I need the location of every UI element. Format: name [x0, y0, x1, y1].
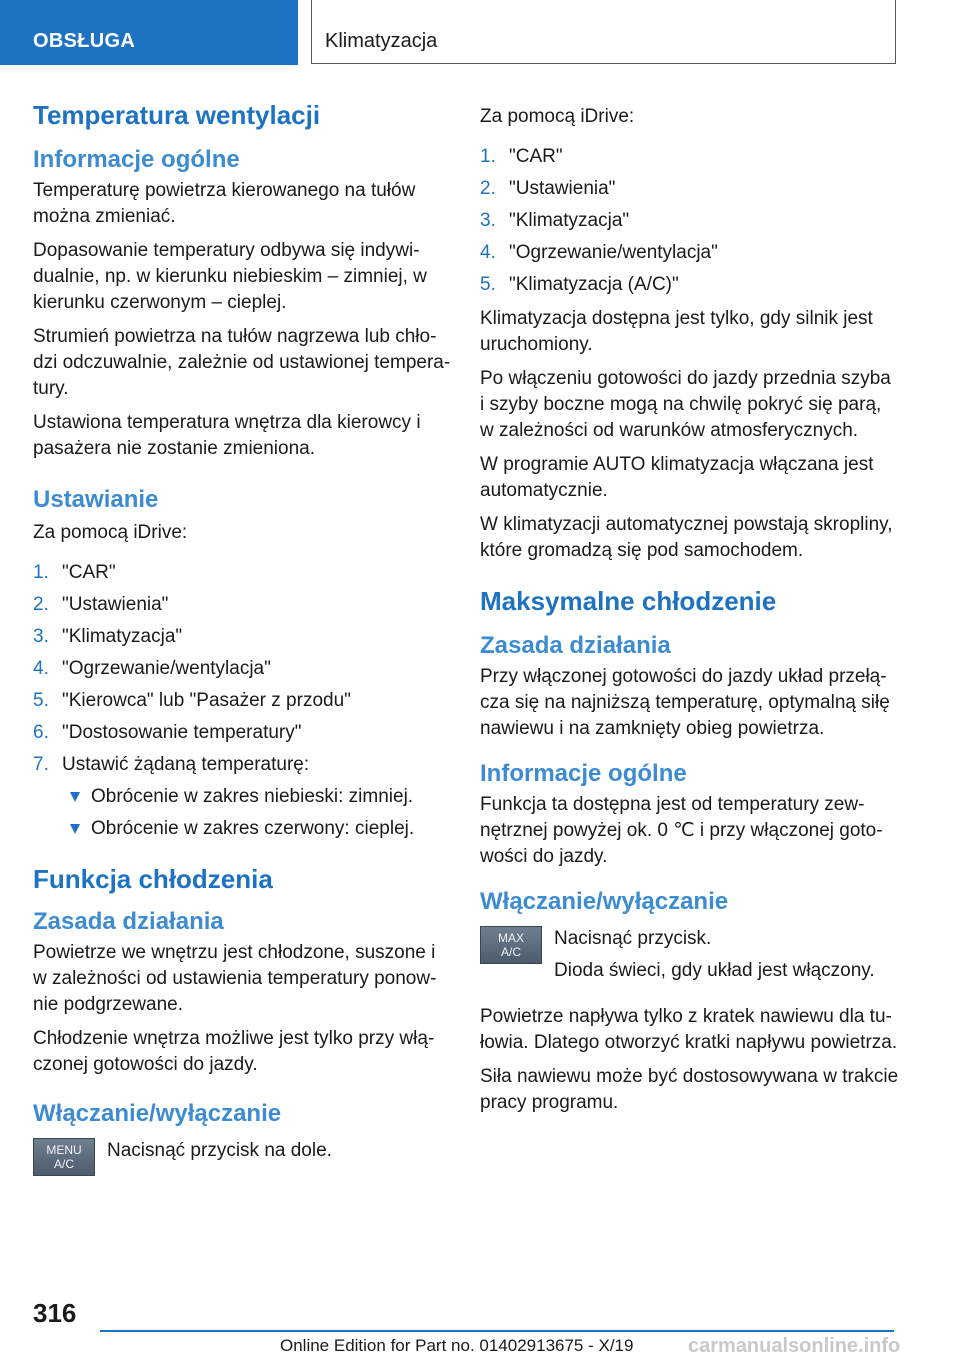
subheading-zasada-dzialania: Zasada działania	[33, 908, 224, 935]
list-item: 4. "Ogrzewanie/wentylacja"	[33, 658, 271, 679]
bullet-item: Obrócenie w zakres czerwony: cieplej.	[62, 816, 453, 842]
triangle-bullet-icon	[70, 792, 80, 802]
list-item: 2. "Ustawienia"	[480, 178, 616, 199]
paragraph: Powietrze napływa tylko z kratek nawiewu dla tułowia. Dlatego otworzyć kratki napływu powietrza.	[480, 1006, 898, 1053]
left-column	[33, 98, 453, 1186]
paragraph: W programie AUTO klimatyzacja włączana jest automatycznie.	[480, 454, 874, 501]
paragraph: Dopasowanie temperatury odbywa się indywidualnie, np. w kierunku niebieskim – zimniej, w kierunku czerwonym – cieplej.	[33, 240, 427, 313]
paragraph: Funkcja ta dostępna jest od temperatury zewnętrznej powyżej ok. 0 ℃ i przy włączonej gotowości do jazdy.	[480, 794, 883, 867]
footer-watermark: carmanualsonline.info	[688, 1335, 901, 1357]
steps-list	[33, 560, 453, 842]
paragraph: Ustawiona temperatura wnętrza dla kierowcy i pasażera nie zostanie zmieniona.	[33, 412, 421, 459]
paragraph: Strumień powietrza na tułów nagrzewa lub chłodzi odczuwalnie, zależnie od ustawionej temperatury.	[33, 326, 451, 399]
paragraph: Chłodzenie wnętrza możliwe jest tylko przy włączonej gotowości do jazdy.	[33, 1028, 435, 1075]
paragraph: Nacisnąć przycisk.	[554, 928, 712, 949]
bullet-item: Obrócenie w zakres niebieski: zimniej.	[62, 784, 453, 810]
subheading-informacje-ogolne: Informacje ogólne	[480, 760, 687, 787]
list-item: 3. "Klimatyzacja"	[480, 210, 630, 231]
paragraph: Nacisnąć przycisk na dole.	[107, 1140, 332, 1161]
subheading-wlaczanie-wylaczanie: Włączanie/wyłączanie	[33, 1100, 282, 1127]
header-chapter-box	[311, 0, 896, 64]
subheading-zasada-dzialania: Zasada działania	[480, 632, 671, 659]
list-item: 7. Ustawić żądaną temperaturę: Obrócenie w zakres niebieski: zimniej. Obrócenie w zakres czerwony: cieplej.	[33, 752, 453, 842]
footer-divider	[100, 1330, 894, 1332]
subheading-informacje-ogolne: Informacje ogólne	[33, 146, 240, 173]
list-item: 1. "CAR"	[33, 562, 116, 583]
menu-ac-instruction	[33, 1138, 453, 1176]
paragraph: Dioda świeci, gdy układ jest włączony.	[554, 960, 875, 981]
header-section-tab	[0, 0, 298, 65]
list-item: 4. "Ogrzewanie/wentylacja"	[480, 242, 718, 263]
subheading-ustawianie: Ustawianie	[33, 486, 159, 513]
heading-funkcja-chlodzenia: Funkcja chłodzenia	[33, 864, 273, 894]
list-item: 1. "CAR"	[480, 146, 563, 167]
paragraph: Za pomocą iDrive:	[480, 106, 635, 127]
subheading-wlaczanie-wylaczanie: Włączanie/wyłączanie	[480, 888, 729, 915]
list-item: 6. "Dostosowanie temperatury"	[33, 722, 302, 743]
list-item: 2. "Ustawienia"	[33, 594, 169, 615]
footer-edition: Online Edition for Part no. 01402913675 - X/19	[280, 1336, 634, 1355]
paragraph: Temperaturę powietrza kierowanego na tułów można zmieniać.	[33, 180, 416, 227]
list-item: 5. "Klimatyzacja (A/C)"	[480, 274, 679, 295]
list-item: 5. "Kierowca" lub "Pasażer z przodu"	[33, 690, 351, 711]
paragraph: Po włączeniu gotowości do jazdy przednia szyba i szyby boczne mogą na chwilę pokryć się parą, w zależności od warunków atmosferycznych.	[480, 368, 891, 441]
max-ac-button-icon: MAX A/C	[480, 926, 542, 964]
header-section-label: OBSŁUGA	[33, 30, 136, 52]
heading-maksymalne-chlodzenie: Maksymalne chłodzenie	[480, 586, 777, 616]
heading-temperatura-wentylacji: Temperatura wentylacji	[33, 100, 321, 130]
paragraph: Siła nawiewu może być dostosowywana w trakcie pracy programu.	[480, 1066, 899, 1113]
paragraph: Klimatyzacja dostępna jest tylko, gdy silnik jest uruchomiony.	[480, 308, 873, 355]
max-ac-instruction	[480, 926, 900, 990]
steps-list	[480, 144, 900, 298]
paragraph: Za pomocą iDrive:	[33, 522, 188, 543]
paragraph: Powietrze we wnętrzu jest chłodzone, suszone i w zależności od ustawienia temperatury ponownie podgrzewane.	[33, 942, 437, 1015]
header-chapter-label: Klimatyzacja	[325, 30, 438, 52]
page-number: 316	[33, 1298, 77, 1328]
menu-ac-button-icon: MENU A/C	[33, 1138, 95, 1176]
triangle-bullet-icon	[70, 824, 80, 834]
right-column	[480, 104, 900, 1124]
list-item: 3. "Klimatyzacja"	[33, 626, 183, 647]
paragraph: W klimatyzacji automatycznej powstają skropliny, które gromadzą się pod samochodem.	[480, 514, 893, 561]
sub-bullet-list	[62, 784, 453, 842]
paragraph: Przy włączonej gotowości do jazdy układ przełącza się na najniższą temperaturę, optymalną siłę nawiewu i na zamknięty obieg powietrza.	[480, 666, 890, 739]
